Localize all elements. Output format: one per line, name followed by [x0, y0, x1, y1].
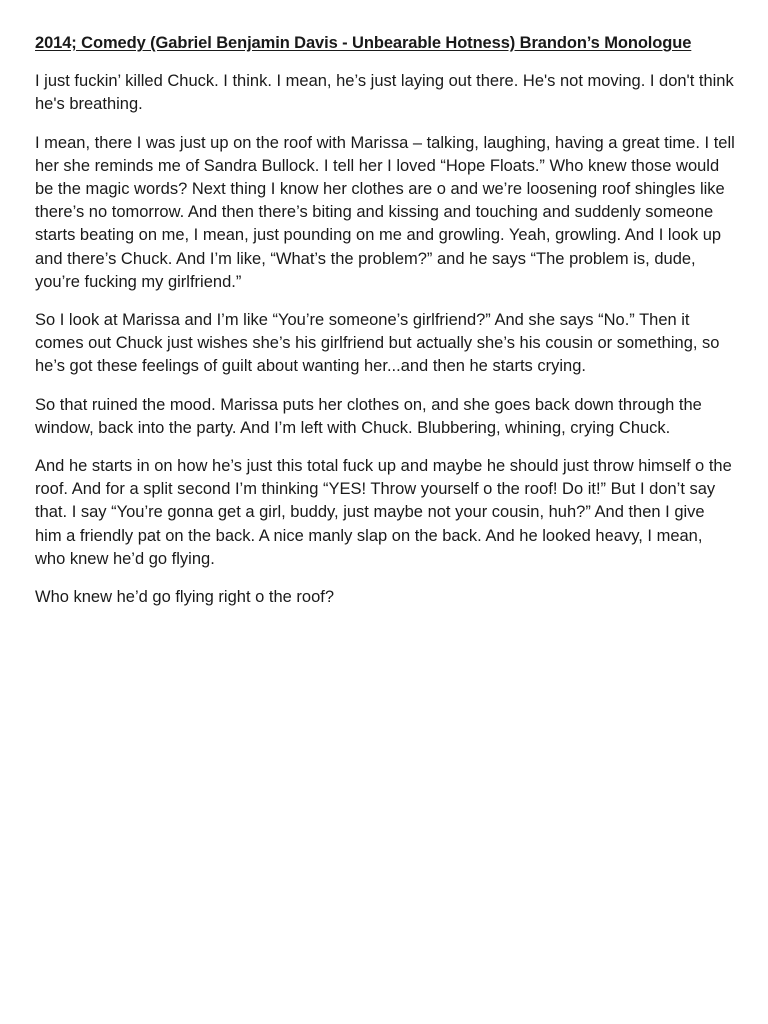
- paragraph-5: And he starts in on how he’s just this total fuck up and maybe he should just throw himself o the roof. And for a split second I’m thinking “YES! Throw yourself o the roof! Do it!” But I don’t say that. I say “You’re gonna get a girl, buddy, just maybe not your cousin, huh?” And then I give him a friendly pat on the back. A nice manly slap on the back. And he looked heavy, I mean, who knew he’d go flying.: [35, 457, 732, 568]
- paragraph-4: So that ruined the mood. Marissa puts her clothes on, and she goes back down through the window, back into the party. And I’m left with Chuck. Blubbering, whining, crying Chuck.: [35, 395, 702, 437]
- monologue-title: 2014; Comedy (Gabriel Benjamin Davis - Unbearable Hotness) Brandon’s Monologue: [35, 34, 692, 52]
- paragraph-3: So I look at Marissa and I’m like “You’re someone’s girlfriend?” And she says “No.” Then it comes out Chuck just wishes she’s his girlfriend but actually she’s his cousin or something, so he’s got these feelings of guilt about wanting her...and then he starts crying.: [35, 311, 720, 376]
- paragraph-1: I just fuckin’ killed Chuck. I think. I mean, he’s just laying out there. He's not moving. I don't think he's breathing.: [35, 72, 734, 114]
- paragraph-6: Who knew he’d go flying right o the roof?: [35, 588, 335, 607]
- paragraph-2: I mean, there I was just up on the roof with Marissa – talking, laughing, having a great time. I tell her she reminds me of Sandra Bullock. I tell her I loved “Hope Floats.” Who knew those would be the magic words? Next thing I know her clothes are o and we’re loosening roof shingles like there’s no tomorrow. And then there’s biting and kissing and touching and suddenly someone starts beating on me, I mean, just pounding on me and growling. Yeah, growling. And I look up and there’s Chuck. And I’m like, “What’s the problem?” and he says “The problem is, dude, you’re fucking my girlfriend.”: [35, 133, 735, 291]
- document-page: [35, 32, 735, 624]
